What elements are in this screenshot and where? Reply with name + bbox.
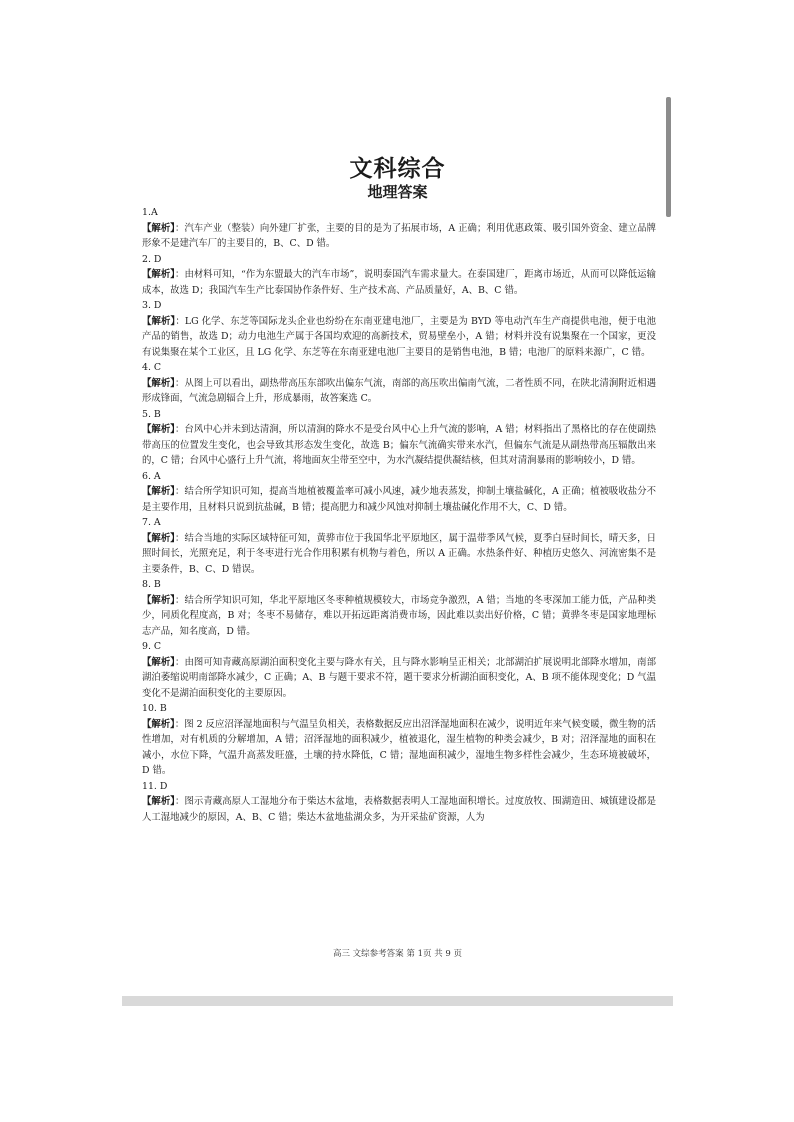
analysis-tag: 【解析】 bbox=[142, 532, 176, 544]
answer-explanation bbox=[142, 267, 656, 298]
answer-item bbox=[142, 252, 656, 299]
answer-explanation bbox=[142, 655, 656, 702]
answer-explanation bbox=[142, 794, 656, 825]
analysis-tag: 【解析】 bbox=[142, 269, 176, 280]
horizontal-scrollbar[interactable] bbox=[122, 996, 673, 1006]
vertical-scrollbar-thumb[interactable] bbox=[666, 97, 671, 217]
answer-number: 5. B bbox=[142, 408, 161, 420]
answer-item bbox=[142, 360, 656, 407]
explanation-text: ：汽车产业（整装）向外建厂扩张，主要的目的是为了拓展市场，A 正确；利用优惠政策、吸引国外资金、建立品牌形象不是建汽车厂的主要目的，B、C、D 错。 bbox=[142, 222, 656, 249]
page-subtitle: 地理答案 bbox=[367, 183, 428, 201]
answer-item bbox=[142, 701, 656, 779]
analysis-tag: 【解析】 bbox=[142, 222, 176, 234]
answer-number: 9. C bbox=[142, 641, 162, 652]
answer-list bbox=[142, 205, 656, 825]
analysis-tag: 【解析】 bbox=[142, 718, 175, 730]
analysis-tag: 【解析】 bbox=[142, 424, 176, 435]
answer-number: 7. A bbox=[142, 517, 161, 528]
answer-explanation bbox=[142, 422, 656, 469]
answer-item bbox=[142, 779, 656, 826]
explanation-text: ：图 2 反应沼泽湿地面积与气温呈负相关，表格数据反应出沼泽湿地面积在减少，说明近年来气候变暖，微生物的活性增加，对有机质的分解增加，A 错；沼泽湿地的面积减少，植被退化，湿生植物的种类会减少，B 对；沼泽湿地的面积在减小，水位下降，气温升高蒸发旺盛，土壤的持水降低，C 错；湿地面积减少，湿地生物多样性会减少，生态环境被破坏，D 错。 bbox=[142, 718, 656, 776]
answer-item bbox=[142, 407, 656, 469]
answer-number: 3. D bbox=[142, 300, 162, 311]
explanation-text: ：结合当地的实际区域特征可知，黄骅市位于我国华北平原地区，属于温带季风气候，夏季白昼时间长，晴天多，日照时间长，光照充足，利于冬枣进行光合作用积累有机物与着色，所以 A 正确。水热条件好、种植历史悠久、河流密集不是主要条件，B、C、D 错误。 bbox=[142, 532, 656, 575]
answer-item bbox=[142, 205, 656, 252]
explanation-text: ：由材料可知，“作为东盟最大的汽车市场”，说明泰国汽车需求量大。在泰国建厂，距离市场近，从而可以降低运输成本，故选 D；我国汽车生产比泰国协作条件好、生产技术高、产品质量好，A、B、C 错。 bbox=[142, 269, 656, 296]
analysis-tag: 【解析】 bbox=[142, 594, 176, 606]
answer-explanation bbox=[142, 376, 656, 407]
answer-item bbox=[142, 639, 656, 701]
answer-explanation bbox=[142, 484, 656, 515]
answer-number: 11. D bbox=[142, 780, 168, 792]
answer-number: 8. B bbox=[142, 579, 161, 590]
answer-number: 4. C bbox=[142, 362, 162, 373]
answer-number: 1.A bbox=[142, 207, 158, 218]
explanation-text: ：结合所学知识可知，华北平原地区冬枣种植规模较大，市场竞争激烈，A 错；当地的冬枣深加工能力低，产品种类少，同质化程度高，B 对；冬枣不易储存，难以开拓远距离消费市场，因此难以卖出好价格，C 错；黄骅冬枣是国家地理标志产品，知名度高，D 错。 bbox=[142, 594, 656, 637]
answer-explanation bbox=[142, 593, 656, 640]
answer-item bbox=[142, 298, 656, 360]
analysis-tag: 【解析】 bbox=[142, 796, 176, 807]
document-page bbox=[125, 95, 670, 990]
explanation-text: ：LG 化学、东芝等国际龙头企业也纷纷在东南亚建电池厂，主要是为 BYD 等电动汽车生产商提供电池，便于电池产品的销售，故选 D；动力电池生产属于各国均欢迎的高新技术，贸易壁垒小，A 错；材料并没有说集聚在一个国家，更没有说集聚在某个工业区，且 LG 化学、东芝等在东南亚建电池厂主要目的是销售电池，B 错；电池厂的原料来源广，C 错。 bbox=[142, 315, 656, 358]
analysis-tag: 【解析】 bbox=[142, 486, 176, 497]
answer-item bbox=[142, 469, 656, 516]
explanation-text: ：结合所学知识可知，提高当地植被覆盖率可减小风速，减少地表蒸发，抑制土壤盐碱化，A 正确；植被吸收盐分不是主要作用，且材料只说到抗盐碱，B 错；提高肥力和减少风蚀对抑制土壤盐碱化作用不大，C、D 错。 bbox=[142, 486, 656, 513]
answer-item bbox=[142, 515, 656, 577]
explanation-text: ：从图上可以看出，副热带高压东部吹出偏东气流，南部的高压吹出偏南气流，二者性质不同，在陕北清涧附近相遇形成锋面，气流急剧辐合上升，形成暴雨，故答案选 C。 bbox=[142, 377, 656, 404]
page-title: 文科综合 bbox=[349, 156, 446, 182]
answer-explanation bbox=[142, 717, 656, 779]
answer-explanation bbox=[142, 531, 656, 578]
page-footer: 高三 文综参考答案 第 1页 共 9 页 bbox=[332, 949, 463, 959]
explanation-text: ：图示青藏高原人工湿地分布于柴达木盆地，表格数据表明人工湿地面积增长。过度放牧、围湖造田、城镇建设都是人工湿地减少的原因，A、B、C 错；柴达木盆地盐湖众多，为开采盐矿资源，人为 bbox=[142, 796, 656, 823]
answer-number: 10. B bbox=[142, 703, 167, 714]
explanation-text: ：由图可知青藏高原湖泊面积变化主要与降水有关，且与降水影响呈正相关；北部湖泊扩展说明北部降水增加，南部湖泊萎缩说明南部降水减少，C 正确；A、B 与题干要求不符，题干要求分析湖泊面积变化，A、B 项不能体现变化；D 气温变化不是湖泊面积变化的主要原因。 bbox=[142, 656, 656, 699]
explanation-text: ：台风中心并未到达清涧，所以清涧的降水不是受台风中心上升气流的影响，A 错；材料指出了黑格比的存在使副热带高压的位置发生变化，也会导致其形态发生变化，故选 B；偏东气流确实带来水汽，但偏东气流是从副热带高压辐散出来的，C 错；台风中心盛行上升气流，将地面灰尘带至空中，为水汽凝结提供凝结核，但其对清涧暴雨的影响较小，D 错。 bbox=[142, 424, 656, 466]
answer-item bbox=[142, 577, 656, 639]
analysis-tag: 【解析】 bbox=[142, 315, 176, 327]
answer-number: 2. D bbox=[142, 253, 162, 265]
answer-number: 6. A bbox=[142, 470, 161, 482]
answer-explanation bbox=[142, 314, 656, 361]
analysis-tag: 【解析】 bbox=[142, 656, 176, 668]
analysis-tag: 【解析】 bbox=[142, 377, 176, 389]
answer-explanation bbox=[142, 221, 656, 252]
